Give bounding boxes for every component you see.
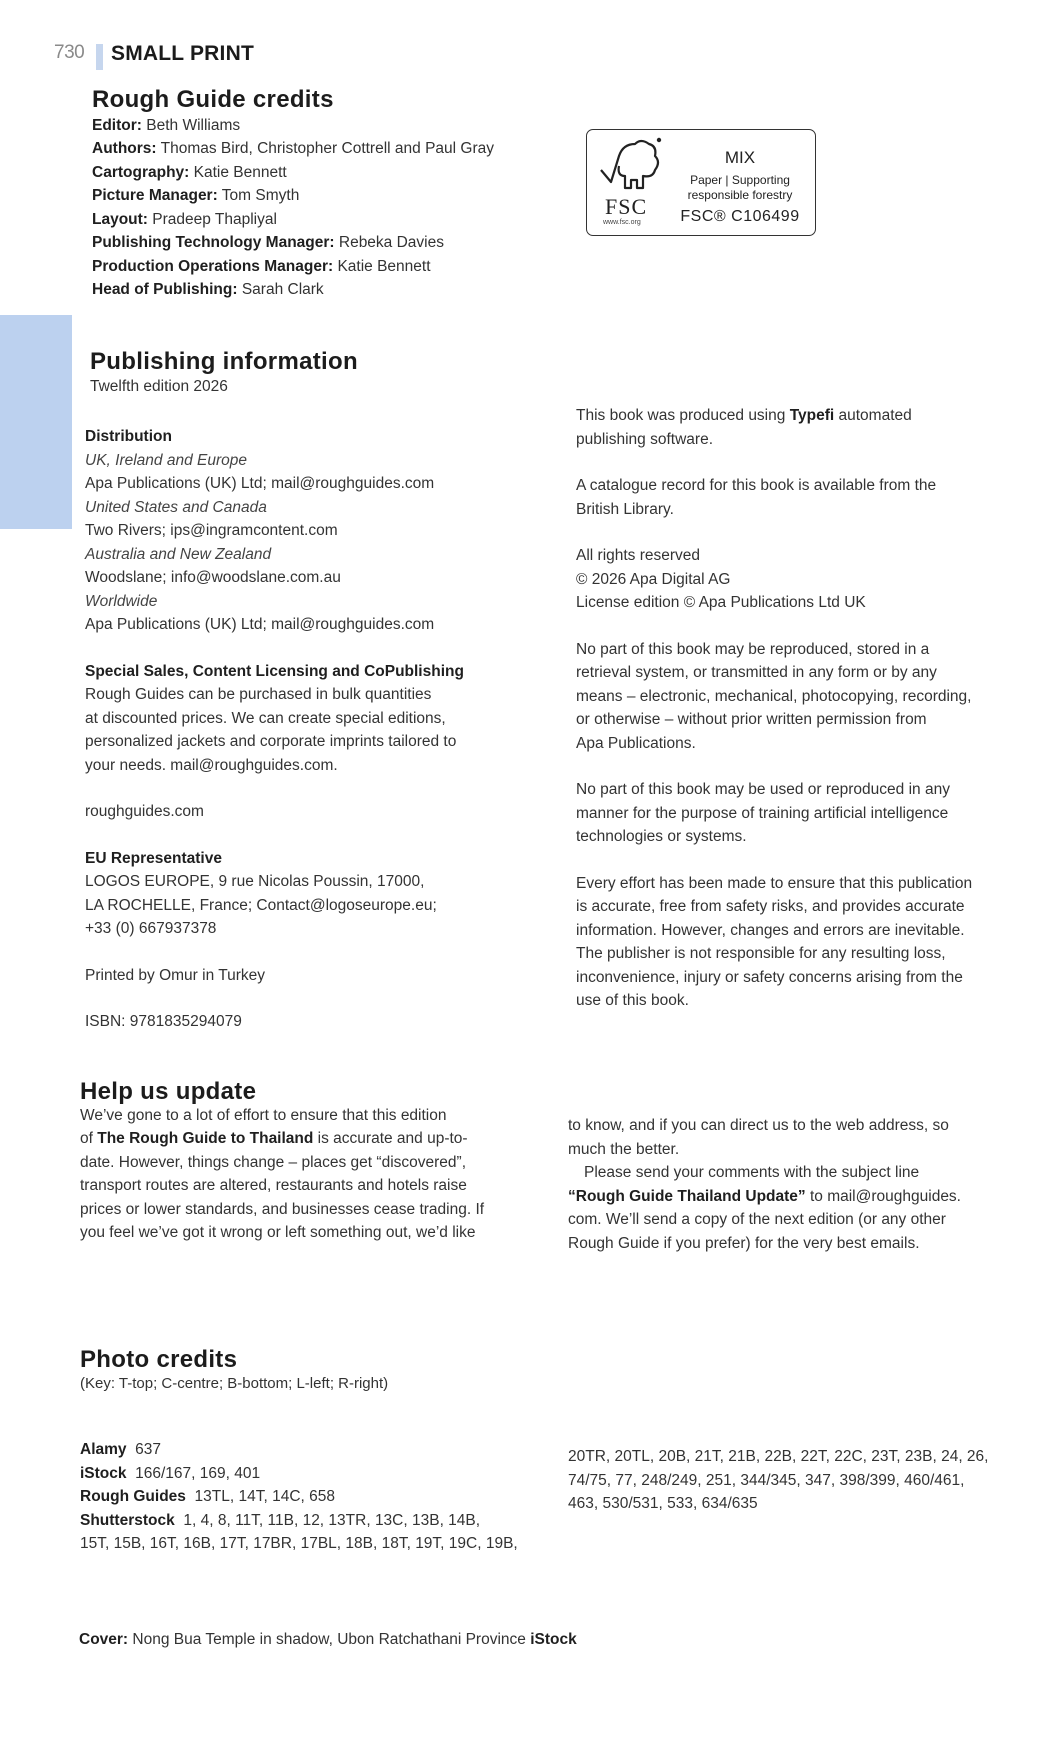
cover-credit: Cover: Nong Bua Temple in shadow, Ubon Ratchathani Province iStock bbox=[79, 1631, 577, 1648]
photo-credit-continued: 15T, 15B, 16T, 16B, 17T, 17BR, 17BL, 18B, 18T, 19T, 19C, 19B, bbox=[80, 1535, 518, 1552]
photo-credits-key: (Key: T-top; C-centre; B-bottom; L-left; R-right) bbox=[80, 1374, 389, 1392]
eu-representative-text: LA ROCHELLE, France; Contact@logoseurope.eu; bbox=[85, 896, 437, 914]
special-sales-text: your needs. mail@roughguides.com. bbox=[85, 756, 338, 774]
photo-credits-list-continued: 20TR, 20TL, 20B, 21T, 21B, 22B, 22T, 22C, 23T, 23B, 24, 26, 74/75, 77, 248/249, 251, 344/345, 347, 398/399, 460/461, 463, 530/531, 533, 634/635 bbox=[568, 1448, 989, 1512]
section-thumb-tab bbox=[0, 315, 72, 529]
photo-credits-title: Photo credits bbox=[80, 1346, 238, 1373]
distribution-heading: Distribution bbox=[85, 428, 172, 445]
eu-representative-text: +33 (0) 667937378 bbox=[85, 920, 217, 937]
distribution-region: Worldwide bbox=[85, 592, 158, 610]
credit-row: Picture Manager: Tom Smyth bbox=[92, 187, 300, 204]
printed-by: Printed by Omur in Turkey bbox=[85, 966, 266, 984]
photo-credit-source: Shutterstock 1, 4, 8, 11T, 11B, 12, 13TR, 13C, 13B, 14B, bbox=[80, 1511, 481, 1529]
special-sales-text: at discounted prices. We can create special editions, bbox=[85, 709, 446, 727]
help-us-update-continued: to know, and if you can direct us to the web address, so much the better. Please send your comments with the subject line “Rough Guide Thailand Update” to mail@roughguides. com. We’ll send a copy of the next edition (or any other Rough Guide if you prefer) for the very best emails. bbox=[568, 1117, 961, 1252]
publishing-information-header bbox=[90, 350, 358, 398]
distribution-region: UK, Ireland and Europe bbox=[85, 451, 247, 469]
disclaimer: Every effort has been made to ensure that this publication is accurate, free from safety risks, and provides accurate information. However, changes and errors are inevitable. The publisher is not responsible for any resulting loss, inconvenience, injury or safety concerns arising from the use of this book. bbox=[576, 874, 973, 1009]
credit-row: Editor: Beth Williams bbox=[92, 116, 241, 134]
photo-credit-source: Alamy 637 bbox=[80, 1441, 162, 1458]
credit-row: Layout: Pradeep Thapliyal bbox=[92, 210, 277, 228]
distribution-region: Australia and New Zealand bbox=[85, 545, 272, 563]
distribution-contact: Two Rivers; ips@ingramcontent.com bbox=[85, 522, 338, 539]
fsc-wordmark: FSC bbox=[605, 194, 648, 219]
fsc-certification-logo bbox=[586, 129, 816, 236]
rights-notice: All rights reserved © 2026 Apa Digital AG License edition © Apa Publications Ltd UK bbox=[576, 547, 866, 611]
website-link[interactable]: roughguides.com bbox=[85, 803, 204, 820]
legal-notices bbox=[576, 404, 1036, 1036]
help-us-update-title: Help us update bbox=[80, 1078, 257, 1105]
distribution-contact: Apa Publications (UK) Ltd; mail@roughguides.com bbox=[85, 475, 435, 492]
fsc-url: www.fsc.org bbox=[603, 219, 641, 226]
fsc-license-code: FSC® C106499 bbox=[680, 208, 800, 225]
typefi-notice: This book was produced using Typefi automated publishing software. bbox=[576, 407, 912, 448]
credit-row: Head of Publishing: Sarah Clark bbox=[92, 281, 324, 298]
page-number: 730 bbox=[54, 42, 85, 63]
distribution-region: United States and Canada bbox=[85, 498, 267, 516]
eu-representative-heading: EU Representative bbox=[85, 849, 222, 867]
photo-credits-list bbox=[80, 1438, 560, 1556]
isbn: ISBN: 9781835294079 bbox=[85, 1013, 242, 1030]
edition: Twelfth edition 2026 bbox=[90, 377, 228, 395]
rough-guide-credits bbox=[92, 88, 494, 302]
email-subject-line: “Rough Guide Thailand Update” bbox=[568, 1187, 806, 1205]
photo-credit-source: iStock 166/167, 169, 401 bbox=[80, 1464, 261, 1482]
credit-row: Publishing Technology Manager: Rebeka Davies bbox=[92, 234, 444, 251]
no-reproduction-notice: No part of this book may be reproduced, stored in a retrieval system, or transmitted in any form or by any means – electronic, mechanical, photocopying, recording, or otherwise – without prior written permission from Apa Publications. bbox=[576, 640, 972, 752]
fsc-description: Paper | Supporting responsible forestry bbox=[687, 173, 793, 202]
distribution-contact: Woodslane; info@woodslane.com.au bbox=[85, 569, 341, 586]
book-title: The Rough Guide to Thailand bbox=[97, 1130, 314, 1147]
special-sales-heading: Special Sales, Content Licensing and CoPublishing bbox=[85, 662, 464, 680]
publishing-details bbox=[85, 425, 555, 1034]
catalogue-notice: A catalogue record for this book is available from the British Library. bbox=[576, 477, 937, 518]
running-header-title: SMALL PRINT bbox=[111, 42, 254, 65]
credit-row: Authors: Thomas Bird, Christopher Cottrell and Paul Gray bbox=[92, 140, 494, 157]
credit-row: Production Operations Manager: Katie Bennett bbox=[92, 257, 431, 275]
publishing-information-title: Publishing information bbox=[90, 348, 358, 375]
photo-credits-header bbox=[80, 1348, 388, 1395]
credit-row: Cartography: Katie Bennett bbox=[92, 163, 287, 181]
help-us-update: Help us update We’ve gone to a lot of effort to ensure that this edition of The Rough Guide to Thailand is accurate and up-to- date. However, things change – places get “discovered”, transport routes are altered, restaurants and hotels raise prices or lower standards, and businesses cease trading. If you feel we’ve got it wrong or left something out, we’d like bbox=[80, 1080, 550, 1245]
running-header-bar bbox=[96, 44, 103, 70]
special-sales-text: personalized jackets and corporate imprints tailored to bbox=[85, 733, 457, 750]
photo-credit-source: Rough Guides 13TL, 14T, 14C, 658 bbox=[80, 1488, 336, 1505]
eu-representative-text: LOGOS EUROPE, 9 rue Nicolas Poussin, 17000, bbox=[85, 873, 425, 890]
fsc-mix-label: MIX bbox=[724, 148, 756, 167]
distribution-contact: Apa Publications (UK) Ltd; mail@roughguides.com bbox=[85, 616, 435, 633]
credits-title: Rough Guide credits bbox=[92, 86, 334, 113]
special-sales-text: Rough Guides can be purchased in bulk quantities bbox=[85, 686, 432, 703]
no-ai-training-notice: No part of this book may be used or reproduced in any manner for the purpose of training artificial intelligence technologies or systems. bbox=[576, 781, 950, 845]
